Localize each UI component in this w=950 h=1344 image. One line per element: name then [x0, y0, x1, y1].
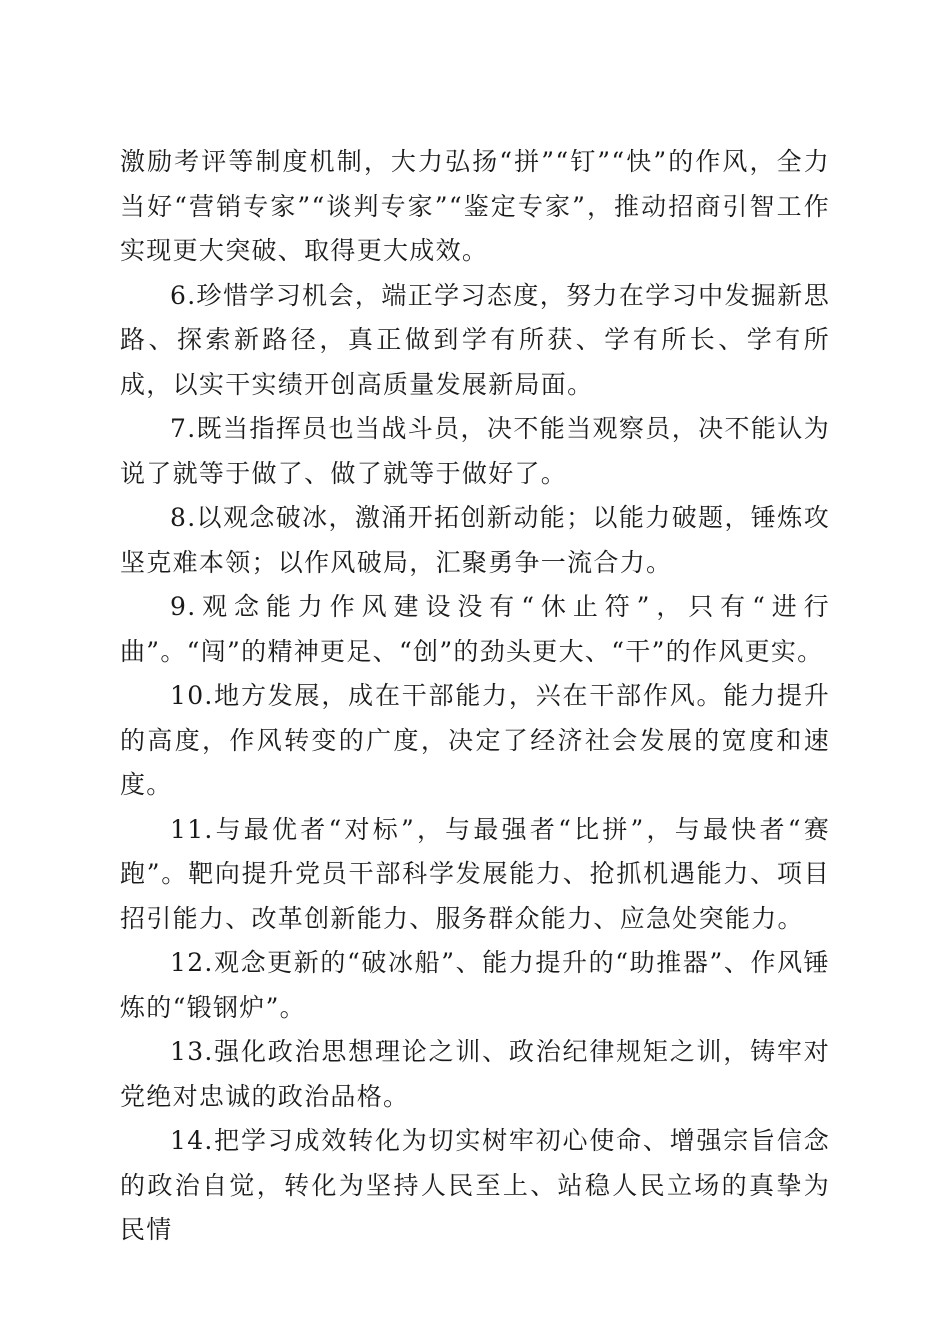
paragraph-continuation: 激励考评等制度机制，大力弘扬“拼”“钉”“快”的作风，全力当好“营销专家”“谈判专家”“鉴定专家”，推动招商引智工作实现更大突破、取得更大成效。: [120, 147, 830, 265]
paragraph-item-10: 10.地方发展，成在干部能力，兴在干部作风。能力提升的高度，作风转变的广度，决定了经济社会发展的宽度和速度。: [120, 681, 830, 799]
paragraph-item-13: 13.强化政治思想理论之训、政治纪律规矩之训，铸牢对党绝对忠诚的政治品格。: [120, 1037, 830, 1111]
paragraph-item-9: 9.观念能力作风建设没有“休止符”，只有“进行曲”。“闯”的精神更足、“创”的劲头更大、“干”的作风更实。: [120, 592, 830, 666]
paragraph-item-11: 11.与最优者“对标”，与最强者“比拼”，与最快者“赛跑”。靶向提升党员干部科学发展能力、抢抓机遇能力、项目招引能力、改革创新能力、服务群众能力、应急处突能力。: [120, 814, 830, 933]
paragraph-item-6: 6.珍惜学习机会，端正学习态度，努力在学习中发掘新思路、探索新路径，真正做到学有所获、学有所长、学有所成，以实干实绩开创高质量发展新局面。: [120, 280, 830, 399]
paragraph-item-12: 12.观念更新的“破冰船”、能力提升的“助推器”、作风锤炼的“锻钢炉”。: [120, 948, 830, 1022]
paragraph-item-14: 14.把学习成效转化为切实树牢初心使命、增强宗旨信念的政治自觉，转化为坚持人民至上、站稳人民立场的真挚为民情: [120, 1126, 830, 1244]
paragraph-item-7: 7.既当指挥员也当战斗员，决不能当观察员，决不能认为说了就等于做了、做了就等于做好了。: [120, 414, 830, 488]
paragraph-item-8: 8.以观念破冰，激涌开拓创新动能；以能力破题，锤炼攻坚克难本领；以作风破局，汇聚勇争一流合力。: [120, 503, 830, 577]
document-body: [120, 140, 830, 1253]
